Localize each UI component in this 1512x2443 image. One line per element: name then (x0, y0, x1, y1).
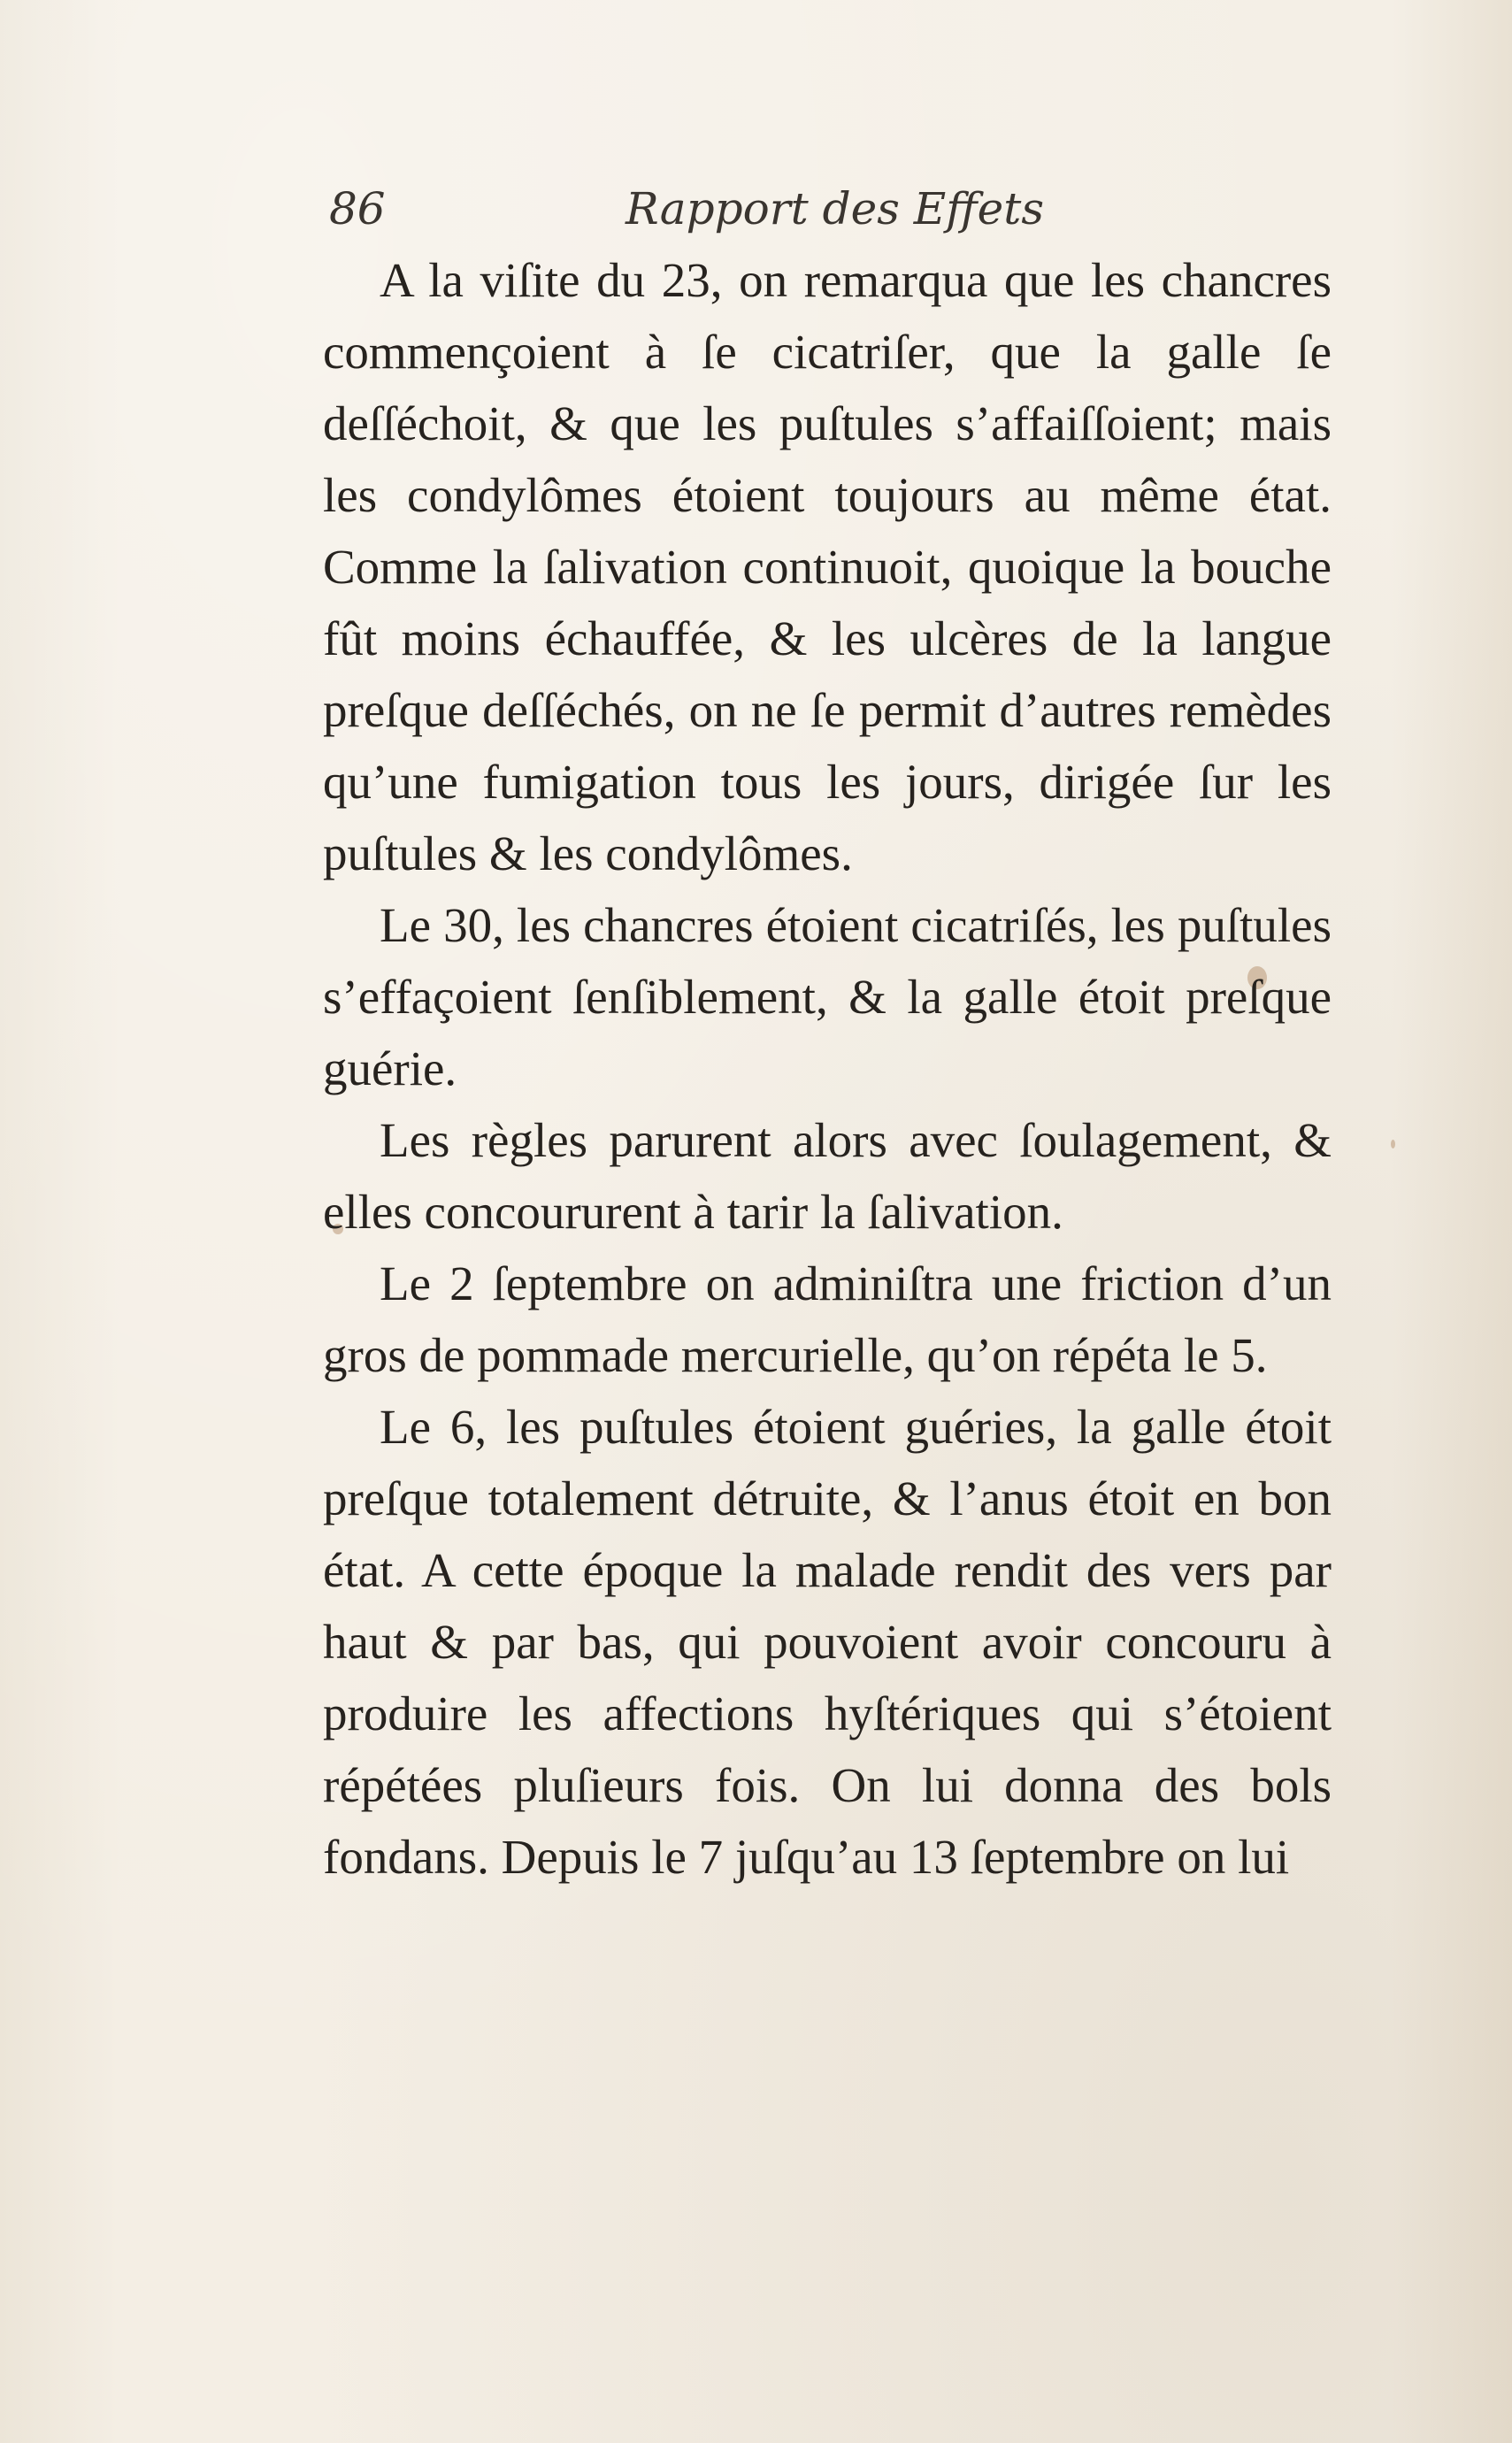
paragraph-2: Le 30, les chancres étoient cicatriſés, les puſtules s’effaçoient ſenſiblement, & la galle étoit preſque guérie. (323, 898, 1332, 1095)
body-text (323, 244, 1332, 1893)
paragraph-3: Les règles parurent alors avec ſoulagement, & elles concoururent à tarir la ſalivation. (323, 1113, 1332, 1239)
paragraph-1: A la viſite du 23, on remarqua que les chancres commençoient à ſe cicatriſer, que la galle ſe deſſéchoit, & que les puſtules s’affaiſſoient; mais les condylômes étoient toujours au même état. Comme la ſalivation continuoit, quoique la bouche fût moins échauffée, & les ulcères de la langue preſque deſſéchés, on ne ſe permit d’autres remèdes qu’une fumigation tous les jours, dirigée ſur les puſtules & les condylômes. (323, 253, 1332, 880)
paragraph-5: Le 6, les puſtules étoient guéries, la galle étoit preſque totalement détruite, & l’anus étoit en bon état. A cette époque la malade rendit des vers par haut & par bas, qui pouvoient avoir concouru à produire les affections hyſtériques qui s’étoient répétées pluſieurs fois. On lui donna des bols fondans. Depuis le 7 juſqu’au 13 ſeptembre on lui (323, 1400, 1332, 1884)
page-header (329, 173, 1329, 244)
page-number: 86 (329, 183, 386, 234)
running-title: Rapport des Effets (626, 183, 1045, 234)
paragraph-4: Le 2 ſeptembre on adminiſtra une friction d’un gros de pommade mercurielle, qu’on répéta le 5. (323, 1256, 1332, 1382)
foxing-spot (1391, 1140, 1395, 1149)
